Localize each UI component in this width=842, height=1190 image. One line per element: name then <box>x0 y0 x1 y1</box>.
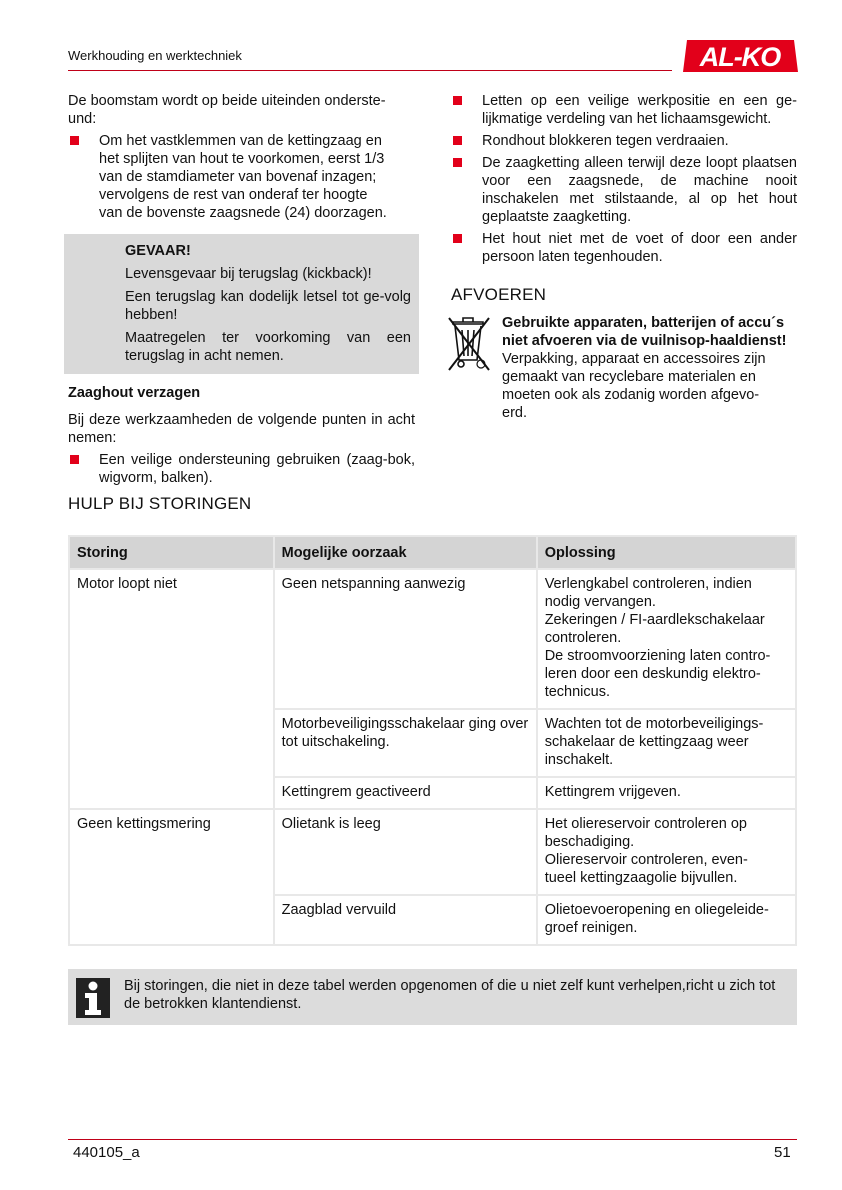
hulp-heading: HULP BIJ STORINGEN <box>68 494 252 513</box>
cell-oplossing: Wachten tot de motorbeveiligings- schakelaar de kettingzaag weer inschakelt. <box>537 709 796 777</box>
column-header: Oplossing <box>537 536 796 569</box>
danger-line: Maatregelen ter voorkoming van een terugslag in acht nemen. <box>125 330 411 364</box>
subheading-zaaghout: Zaaghout verzagen <box>68 385 201 401</box>
header-rule <box>68 70 672 71</box>
cell-oorzaak: Olietank is leeg <box>274 809 537 895</box>
table-row <box>69 569 796 709</box>
cell-oorzaak: Zaagblad vervuild <box>274 895 537 945</box>
cell-storing: Geen kettingsmering <box>69 809 274 945</box>
bullet-icon <box>70 455 79 464</box>
list-item: De zaagketting alleen terwijl deze loopt plaatsen voor een zaagsnede, de machine nooit inschakelen met stilstaande, al op het hout geplaatste zaagketting. <box>451 154 797 226</box>
left-column <box>68 92 415 491</box>
afvoeren-block <box>451 314 797 422</box>
list-item: Een veilige ondersteuning gebruiken (zaag-bok, wigvorm, balken). <box>68 451 415 487</box>
cell-oorzaak: Geen netspanning aanwezig <box>274 569 537 709</box>
bullet-icon <box>453 136 462 145</box>
cell-oorzaak: Kettingrem geactiveerd <box>274 777 537 809</box>
column-header: Mogelijke oorzaak <box>274 536 537 569</box>
troubleshooting-table <box>68 535 797 946</box>
danger-box <box>64 234 419 374</box>
cell-oplossing: Verlengkabel controleren, indien nodig vervangen. Zekeringen / FI-aardlekschakelaar controleren. De stroomvoorziening laten contro- leren door een deskundig elektro- technicus. <box>537 569 796 709</box>
cell-oorzaak: Motorbeveiligingsschakelaar ging over tot uitschakeling. <box>274 709 537 777</box>
bullet-icon <box>453 158 462 167</box>
info-icon <box>76 978 110 1018</box>
danger-line: Levensgevaar bij terugslag (kickback)! <box>125 266 372 282</box>
column-header: Storing <box>69 536 274 569</box>
intro-paragraph: De boomstam wordt op beide uiteinden onderste-und: <box>68 93 386 127</box>
info-text: Bij storingen, die niet in deze tabel werden opgenomen of die u niet zelf kunt verhelpen,richt u zich tot de betrokken klantendienst. <box>124 978 776 1012</box>
table-header-row <box>69 536 796 569</box>
afvoeren-text: Verpakking, apparaat en accessoires zijn gemaakt van recyclebare materialen en moeten ook als zodanig worden afgevo-erd. <box>502 351 766 421</box>
crossed-bin-icon <box>447 314 493 372</box>
right-column <box>451 92 797 422</box>
running-header: Werkhouding en werktechniek <box>68 48 242 63</box>
paragraph: Bij deze werkzaamheden de volgende punten in acht nemen: <box>68 412 415 446</box>
list-item: Rondhout blokkeren tegen verdraaien. <box>451 132 797 150</box>
document-code: 440105_a <box>73 1144 140 1161</box>
bullet-list-2 <box>68 451 415 487</box>
bullet-icon <box>453 234 462 243</box>
danger-title: GEVAAR! <box>125 243 191 259</box>
table-row <box>69 809 796 895</box>
footer-rule <box>68 1139 797 1140</box>
alko-logo <box>683 40 798 72</box>
info-box <box>68 969 797 1025</box>
cell-oplossing: Het oliereservoir controleren op beschadiging. Oliereservoir controleren, even- tueel kettingzaagolie bijvullen. <box>537 809 796 895</box>
afvoeren-warning: Gebruikte apparaten, batterijen of accu´s niet afvoeren via de vuilnisop-haaldienst! <box>502 315 787 349</box>
list-item: Om het vastklemmen van de kettingzaag en het splijten van hout te voorkomen, eerst 1/3 van de stamdiameter van bovenaf inzagen; vervolgens de rest van onderaf ter hoogte van de bovenste zaagsnede (24) doorzagen. <box>68 132 415 222</box>
bullet-list-3 <box>451 92 797 266</box>
cell-oplossing: Olietoevoeropening en oliegeleide- groef reinigen. <box>537 895 796 945</box>
list-item: Letten op een veilige werkpositie en een ge-lijkmatige verdeling van het lichaamsgewicht. <box>451 92 797 128</box>
bullet-icon <box>70 136 79 145</box>
bullet-list-1 <box>68 132 415 222</box>
cell-storing: Motor loopt niet <box>69 569 274 809</box>
logo-text: AL-KO <box>699 42 781 72</box>
cell-oplossing: Kettingrem vrijgeven. <box>537 777 796 809</box>
bullet-icon <box>453 96 462 105</box>
list-item: Het hout niet met de voet of door een ander persoon laten tegenhouden. <box>451 230 797 266</box>
afvoeren-heading: AFVOEREN <box>451 285 547 304</box>
danger-line: Een terugslag kan dodelijk letsel tot ge-volg hebben! <box>125 289 411 323</box>
page-number: 51 <box>774 1144 791 1161</box>
